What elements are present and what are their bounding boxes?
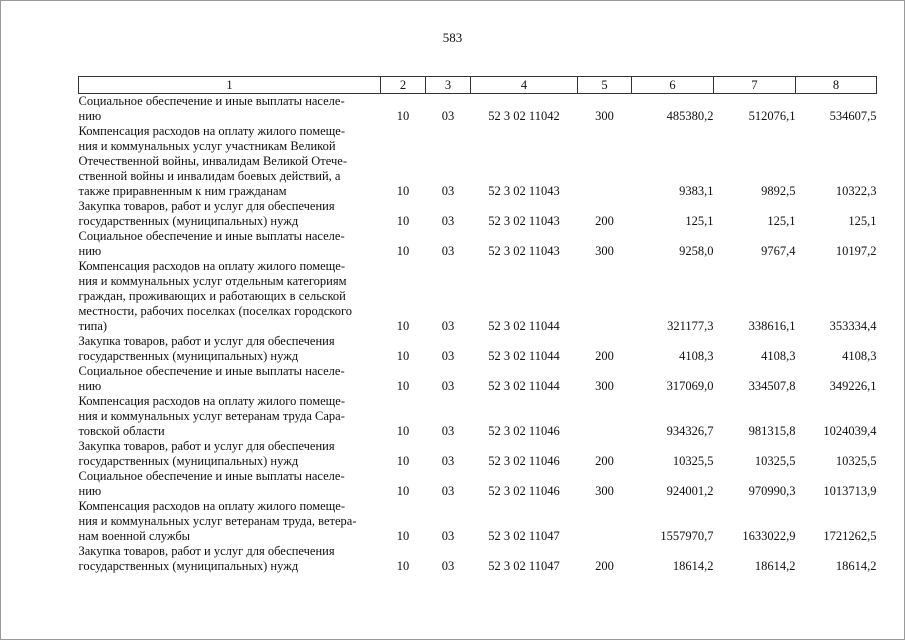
expense-type-code: 200 bbox=[595, 559, 614, 573]
expense-description: Компенсация расходов на оплату жилого помеще- ния и коммунальных услуг ветеранам труда Сара- товской области bbox=[78, 394, 345, 438]
header-cell: 2 bbox=[381, 77, 426, 94]
amount-year-1: 317069,0 bbox=[666, 379, 714, 393]
expense-type-code: 200 bbox=[595, 349, 614, 363]
table-row bbox=[79, 364, 877, 394]
expense-type-code: 300 bbox=[595, 484, 614, 498]
section-code: 10 bbox=[396, 379, 410, 393]
amount-year-3: 1024039,4 bbox=[823, 424, 877, 438]
target-article-code: 52 3 02 11042 bbox=[488, 109, 560, 123]
expense-description: Социальное обеспечение и иные выплаты населе- нию bbox=[78, 469, 345, 498]
subsection-code: 03 bbox=[441, 424, 455, 438]
target-article-code: 52 3 02 11044 bbox=[488, 349, 560, 363]
target-article-code: 52 3 02 11044 bbox=[488, 379, 560, 393]
amount-year-1: 924001,2 bbox=[666, 484, 714, 498]
expense-description: Закупка товаров, работ и услуг для обеспечения государственных (муниципальных) нужд bbox=[78, 439, 335, 468]
amount-year-1: 18614,2 bbox=[672, 559, 714, 573]
target-article-code: 52 3 02 11043 bbox=[488, 184, 560, 198]
subsection-code: 03 bbox=[441, 244, 455, 258]
table-row bbox=[79, 259, 877, 334]
amount-year-3: 349226,1 bbox=[829, 379, 877, 393]
amount-year-3: 125,1 bbox=[848, 214, 877, 228]
section-code: 10 bbox=[396, 244, 410, 258]
amount-year-3: 1721262,5 bbox=[823, 529, 877, 543]
budget-table bbox=[78, 76, 877, 574]
section-code: 10 bbox=[396, 214, 410, 228]
amount-year-1: 10325,5 bbox=[672, 454, 714, 468]
target-article-code: 52 3 02 11047 bbox=[488, 559, 560, 573]
table-row bbox=[79, 394, 877, 439]
amount-year-2: 9892,5 bbox=[761, 184, 796, 198]
header-cell: 6 bbox=[632, 77, 714, 94]
subsection-code: 03 bbox=[441, 484, 455, 498]
subsection-code: 03 bbox=[441, 559, 455, 573]
amount-year-3: 10325,5 bbox=[835, 454, 877, 468]
amount-year-1: 125,1 bbox=[685, 214, 714, 228]
expense-description: Социальное обеспечение и иные выплаты населе- нию bbox=[78, 364, 345, 393]
subsection-code: 03 bbox=[441, 454, 455, 468]
amount-year-1: 934326,7 bbox=[666, 424, 714, 438]
expense-description: Социальное обеспечение и иные выплаты населе- нию bbox=[78, 94, 345, 123]
target-article-code: 52 3 02 11046 bbox=[488, 424, 560, 438]
page-number: 583 bbox=[442, 30, 463, 45]
expense-type-code bbox=[578, 259, 632, 334]
header-cell: 5 bbox=[578, 77, 632, 94]
table-row bbox=[79, 229, 877, 259]
target-article-code: 52 3 02 11046 bbox=[488, 484, 560, 498]
expense-type-code bbox=[578, 124, 632, 199]
amount-year-2: 338616,1 bbox=[748, 319, 796, 333]
subsection-code: 03 bbox=[441, 184, 455, 198]
section-code: 10 bbox=[396, 319, 410, 333]
amount-year-3: 10322,3 bbox=[835, 184, 877, 198]
amount-year-3: 353334,4 bbox=[829, 319, 877, 333]
subsection-code: 03 bbox=[441, 529, 455, 543]
amount-year-2: 18614,2 bbox=[754, 559, 796, 573]
amount-year-3: 18614,2 bbox=[835, 559, 877, 573]
header-cell: 1 bbox=[79, 77, 381, 94]
table-row bbox=[79, 124, 877, 199]
amount-year-1: 321177,3 bbox=[667, 319, 714, 333]
section-code: 10 bbox=[396, 484, 410, 498]
section-code: 10 bbox=[396, 424, 410, 438]
expense-description: Закупка товаров, работ и услуг для обеспечения государственных (муниципальных) нужд bbox=[78, 199, 335, 228]
amount-year-2: 1633022,9 bbox=[742, 529, 796, 543]
amount-year-1: 9383,1 bbox=[679, 184, 714, 198]
expense-type-code: 200 bbox=[595, 454, 614, 468]
amount-year-3: 1013713,9 bbox=[823, 484, 877, 498]
amount-year-1: 4108,3 bbox=[679, 349, 714, 363]
amount-year-2: 334507,8 bbox=[748, 379, 796, 393]
section-code: 10 bbox=[396, 559, 410, 573]
table-row bbox=[79, 544, 877, 574]
table-row bbox=[79, 199, 877, 229]
target-article-code: 52 3 02 11046 bbox=[488, 454, 560, 468]
header-cell: 4 bbox=[471, 77, 578, 94]
amount-year-2: 125,1 bbox=[767, 214, 796, 228]
target-article-code: 52 3 02 11043 bbox=[488, 244, 560, 258]
expense-description: Закупка товаров, работ и услуг для обеспечения государственных (муниципальных) нужд bbox=[78, 334, 335, 363]
amount-year-2: 512076,1 bbox=[748, 109, 796, 123]
amount-year-1: 1557970,7 bbox=[660, 529, 714, 543]
target-article-code: 52 3 02 11047 bbox=[488, 529, 560, 543]
target-article-code: 52 3 02 11044 bbox=[488, 319, 560, 333]
amount-year-2: 10325,5 bbox=[754, 454, 796, 468]
table-row bbox=[79, 439, 877, 469]
expense-type-code: 300 bbox=[595, 379, 614, 393]
header-cell: 3 bbox=[426, 77, 471, 94]
section-code: 10 bbox=[396, 349, 410, 363]
expense-description: Социальное обеспечение и иные выплаты населе- нию bbox=[78, 229, 345, 258]
amount-year-3: 4108,3 bbox=[842, 349, 877, 363]
subsection-code: 03 bbox=[441, 109, 455, 123]
expense-type-code: 200 bbox=[595, 214, 614, 228]
table-body bbox=[79, 94, 877, 575]
table-row bbox=[79, 334, 877, 364]
amount-year-2: 9767,4 bbox=[761, 244, 796, 258]
subsection-code: 03 bbox=[441, 349, 455, 363]
amount-year-2: 4108,3 bbox=[761, 349, 796, 363]
section-code: 10 bbox=[396, 454, 410, 468]
amount-year-1: 9258,0 bbox=[679, 244, 714, 258]
amount-year-3: 534607,5 bbox=[829, 109, 877, 123]
section-code: 10 bbox=[396, 109, 410, 123]
expense-type-code: 300 bbox=[595, 109, 614, 123]
subsection-code: 03 bbox=[441, 379, 455, 393]
subsection-code: 03 bbox=[441, 214, 455, 228]
expense-description: Компенсация расходов на оплату жилого помеще- ния и коммунальных услуг ветеранам труда, ветера- нам военной службы bbox=[78, 499, 357, 543]
expense-description: Компенсация расходов на оплату жилого помеще- ния и коммунальных услуг участникам Великой Отечественной войны, инвалидам Великой Отече- ственной войны и инвалидам боевых действий, а также приравненным к ним гражданам bbox=[78, 124, 347, 198]
expense-type-code: 300 bbox=[595, 244, 614, 258]
expense-type-code bbox=[578, 394, 632, 439]
expense-type-code bbox=[578, 499, 632, 544]
table-row bbox=[79, 469, 877, 499]
header-row bbox=[79, 77, 877, 94]
subsection-code: 03 bbox=[441, 319, 455, 333]
amount-year-2: 970990,3 bbox=[748, 484, 796, 498]
table-row bbox=[79, 499, 877, 544]
amount-year-2: 981315,8 bbox=[748, 424, 796, 438]
section-code: 10 bbox=[396, 529, 410, 543]
amount-year-1: 485380,2 bbox=[666, 109, 714, 123]
target-article-code: 52 3 02 11043 bbox=[488, 214, 560, 228]
header-cell: 7 bbox=[714, 77, 796, 94]
section-code: 10 bbox=[396, 184, 410, 198]
header-cell: 8 bbox=[796, 77, 877, 94]
expense-description: Закупка товаров, работ и услуг для обеспечения государственных (муниципальных) нужд bbox=[78, 544, 335, 573]
expense-description: Компенсация расходов на оплату жилого помеще- ния и коммунальных услуг отдельным категориям граждан, проживающих и работающих в сельской местности, рабочих поселках (поселках городского типа) bbox=[78, 259, 353, 333]
amount-year-3: 10197,2 bbox=[835, 244, 877, 258]
table-row bbox=[79, 94, 877, 125]
